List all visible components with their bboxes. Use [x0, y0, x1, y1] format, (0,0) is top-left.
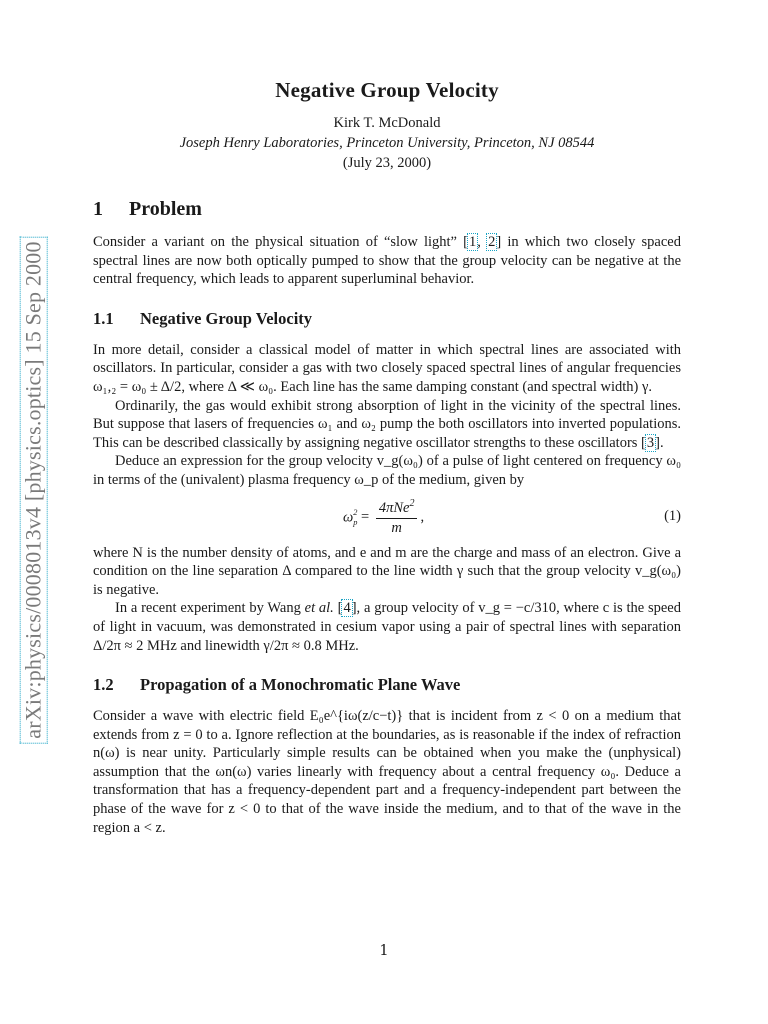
citation-link[interactable]: 3: [646, 434, 655, 451]
paragraph: In more detail, consider a classical model of matter in which spectral lines are associated with oscillators. In particular, consider a gas with two closely spaced spectral lines of angular frequencies ω₁,₂ = ω₀ ± Δ/2, where Δ ≪ ω₀. Each line has the same damping constant (and spectral width) γ.: [93, 341, 681, 395]
equation-body: [343, 496, 424, 540]
subsection-heading-negative-group-velocity: [93, 309, 681, 329]
subsection-title: Negative Group Velocity: [140, 308, 313, 328]
paragraph: In a recent experiment by Wang et al. [4], a group velocity of v_g = −c/310, where c is the speed of light in vacuum, was demonstrated in cesium vapor using a pair of spectral lines with separation Δ/2π ≈ 2 MHz and linewidth γ/2π ≈ 0.8 MHz.: [93, 600, 681, 654]
paragraph: Deduce an expression for the group velocity v_g(ω₀) of a pulse of light centered on frequency ω₀ in terms of the (univalent) plasma frequency ω_p of the medium, given by: [93, 453, 681, 488]
equation-plasma-frequency: [93, 496, 681, 540]
citation-link[interactable]: 1: [469, 234, 477, 250]
subsection-number: 1.1: [93, 308, 114, 328]
eq-numerator: [376, 498, 418, 519]
equation-number: (1): [664, 507, 681, 524]
section-number: 1: [93, 198, 103, 220]
citation-link[interactable]: 2: [488, 234, 496, 250]
eq-denominator: m: [391, 519, 402, 536]
problem-paragraph: Consider a variant on the physical situation of “slow light” [1, 2] in which two closely spaced spectral lines are now both optically pumped to show that the group velocity can be negative at the central frequency, which leads to apparent superluminal behavior.: [93, 234, 681, 288]
page-number: 1: [379, 943, 389, 959]
eq-num-text: 4πNe: [378, 499, 410, 516]
eq-equals: =: [357, 509, 373, 526]
paragraph: Ordinarily, the gas would exhibit strong absorption of light in the vicinity of the spectral lines. But suppose that lasers of frequencies ω₁ and ω₂ pump the both oscillators into inverted populations. This can be described classically by assigning negative oscillator strengths to these oscillators [3].: [93, 397, 681, 451]
eq-tail: ,: [420, 509, 425, 526]
paper-content: [93, 78, 681, 837]
text-run: In a recent experiment by Wang: [115, 600, 305, 617]
text-run: , a group velocity of v_g = −c/310, where c is the speed of light in vacuum, was demonstrated in cesium vapor using a pair of spectral lines with separation Δ/2π ≈ 2 MHz and linewidth γ/2π ≈ 0.8 MHz.: [93, 600, 681, 654]
subsection-title: Propagation of a Monochromatic Plane Wave: [140, 675, 461, 695]
arxiv-stamp-text[interactable]: arXiv:physics/0008013v4 [physics.optics] 15 Sep 2000: [20, 236, 48, 743]
paragraph: where N is the number density of atoms, and e and m are the charge and mass of an electron. Give a condition on the line separation Δ compared to the line width γ such that the group velocity v_g(ω₀) is negative.: [93, 544, 681, 598]
affiliation: Joseph Henry Laboratories, Princeton University, Princeton, NJ 08544: [179, 135, 595, 151]
date: (July 23, 2000): [342, 155, 432, 171]
subsection-heading-plane-wave: [93, 675, 681, 695]
text-run: et al.: [304, 600, 334, 617]
eq-lhs: [343, 508, 357, 528]
text-run: in which two closely spaced spectral lines are now both optically pumped to show that the group velocity can be negative at the central frequency, which leads to apparent superluminal behavior.: [93, 234, 681, 288]
eq-num-sup: 2: [409, 498, 415, 510]
author: Kirk T. McDonald: [333, 115, 441, 131]
eq-sup: 2: [353, 507, 358, 517]
eq-fraction: [376, 498, 418, 537]
eq-sub: p: [353, 517, 358, 527]
paragraph: Consider a wave with electric field E₀e^{iω(z/c−t)} that is incident from z < 0 on a medium that extends from z = 0 to a. Ignore reflection at the boundaries, as is reasonable if the index of refraction n(ω) is near unity. Particularly simple results can be obtained when you make the (unphysical) assumption that the ωn(ω) varies linearly with frequency about a central frequency ω₀. Deduce a transformation that has a frequency-dependent part and a frequency-independent part between the phase of the wave for z < 0 to that of the wave inside the medium, and to that of the wave in the region a < z.: [93, 708, 681, 836]
section-title: Problem: [129, 198, 202, 220]
text-run: [334, 600, 338, 616]
arxiv-stamp[interactable]: [22, 195, 46, 785]
paper-title: Negative Group Velocity: [275, 78, 499, 102]
subsection-number: 1.2: [93, 675, 114, 695]
text-run: Consider a variant on the physical situation of “slow light”: [93, 234, 464, 250]
eq-symbol: ω: [343, 508, 354, 525]
text-run: .: [659, 434, 664, 451]
section-heading-problem: [93, 198, 681, 221]
citation-link[interactable]: 4: [343, 600, 351, 617]
text-run: Ordinarily, the gas would exhibit strong absorption of light in the vicinity of the spectral lines. But suppose that lasers of frequencies ω₁ and ω₂ pump the both oscillators into inverted populations. This can be described classically by assigning negative oscillator strengths to these oscillators: [93, 397, 681, 451]
